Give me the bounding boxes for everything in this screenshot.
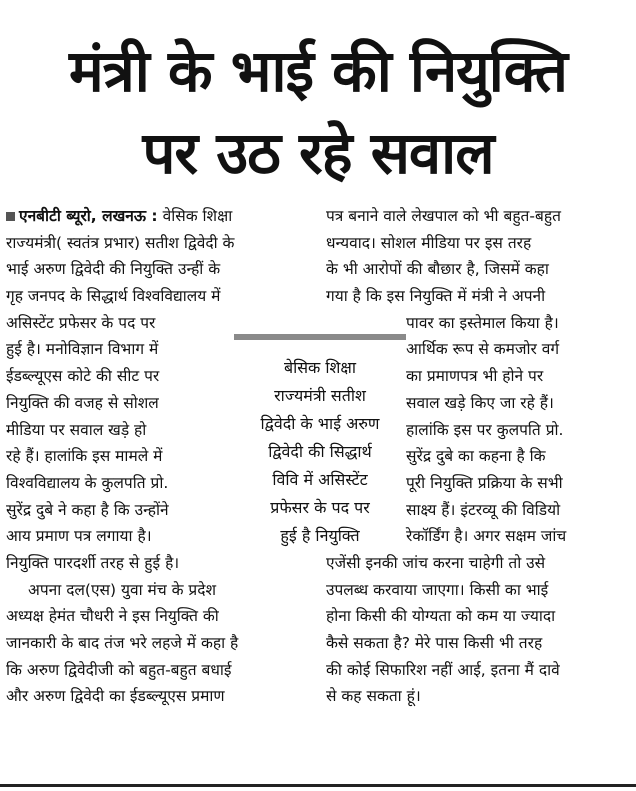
article-line: आय प्रमाण पत्र लगाया है। — [6, 527, 152, 546]
article-line: गृह जनपद के सिद्धार्थ विश्वविद्यालय में — [6, 287, 221, 306]
article-line: अपना दल(एस) युवा मंच के प्रदेश — [28, 580, 217, 599]
pull-quote-line: द्विवेदी के भाई अरुण — [260, 414, 380, 433]
article-line: रहे हैं। हालांकि इस मामले में — [6, 447, 163, 466]
article-line: का प्रमाणपत्र भी होने पर — [406, 367, 544, 386]
article-line: से कह सकता हूं। — [326, 687, 421, 706]
headline — [0, 0, 636, 190]
article-line: ईडब्ल्यूएस कोटे की सीट पर — [6, 367, 160, 386]
pull-quote-line: बेसिक शिक्षा — [283, 358, 357, 377]
headline-line-2: पर उठ रहे सवाल — [142, 119, 494, 187]
article-line: पत्र बनाने वाले लेखपाल को भी बहुत-बहुत — [326, 207, 561, 225]
article-line: रेकॉर्डिंग है। अगर सक्षम जांच — [406, 527, 567, 546]
article-line: उपलब्ध करवाया जाएगा। किसी का भाई — [326, 580, 549, 599]
article-line: एजेंसी इनकी जांच करना चाहेगी तो उसे — [326, 553, 546, 572]
pull-quote-line: प्रफेसर के पद पर — [270, 498, 370, 517]
article-line: हालांकि इस पर कुलपति प्रो. — [406, 420, 564, 439]
bullet-square-icon — [6, 212, 15, 221]
article-line: कि अरुण द्विवेदीजी को बहुत-बहुत बधाई — [6, 660, 232, 679]
article-line: हुई है। मनोविज्ञान विभाग में — [6, 340, 159, 359]
article-line: असिस्टेंट प्रफेसर के पद पर — [6, 313, 156, 332]
article-line: विश्वविद्यालय के कुलपति प्रो. — [6, 473, 169, 492]
article-line: सुरेंद्र दुबे का कहना है कि — [406, 447, 546, 466]
article-line: नियुक्ति की वजह से सोशल — [6, 393, 159, 412]
article-line: जानकारी के बाद तंज भरे लहजे में कहा है — [6, 634, 239, 652]
headline-line-1: मंत्री के भाई की नियुक्ति — [69, 37, 567, 105]
article-line: साक्ष्य हैं। इंटरव्यू की विडियो — [406, 500, 561, 519]
article-line: सवाल खड़े किए जा रहे हैं। — [406, 393, 554, 412]
article-line: सुरेंद्र दुबे ने कहा है कि उन्होंने — [6, 500, 169, 519]
article-line: भाई अरुण द्विवेदी की नियुक्ति उन्हीं के — [6, 260, 221, 279]
pull-quote-line: राज्यमंत्री सतीश — [274, 386, 366, 405]
bottom-rule — [0, 784, 636, 787]
article-line: पावर का इस्तेमाल किया है। — [406, 313, 559, 332]
article-line: अध्यक्ष हेमंत चौधरी ने इस नियुक्ति की — [6, 607, 219, 626]
pull-quote-line: हुई है नियुक्ति — [280, 526, 360, 545]
article-line: की कोई सिफारिश नहीं आई, इतना मैं दावे — [326, 660, 560, 679]
article-line: होना किसी की योग्यता को कम या ज्यादा — [326, 607, 556, 626]
article-line — [6, 203, 306, 230]
pull-quote-line: विवि में असिस्टेंट — [272, 470, 368, 489]
article-line: पूरी नियुक्ति प्रक्रिया के सभी — [406, 473, 563, 492]
article-line: धन्यवाद। सोशल मीडिया पर इस तरह — [326, 233, 532, 252]
article-line: के भी आरोपों की बौछार है, जिसमें कहा — [326, 260, 549, 279]
article-line: मीडिया पर सवाल खड़े हो — [6, 420, 147, 439]
pull-quote-line: द्विवेदी की सिद्धार्थ — [268, 442, 372, 461]
article-text: वेसिक शिक्षा — [162, 207, 233, 225]
article-line: और अरुण द्विवेदी का ईडब्ल्यूएस प्रमाण — [6, 687, 225, 706]
article-line: गया है कि इस नियुक्ति में मंत्री ने अपनी — [326, 287, 546, 306]
article-line: कैसे सकता है? मेरे पास किसी भी तरह — [326, 634, 543, 652]
pull-quote — [234, 334, 406, 576]
article-line: आर्थिक रूप से कमजोर वर्ग — [406, 340, 560, 359]
byline: एनबीटी ब्यूरो, लखनऊ : — [19, 207, 158, 225]
article-line: नियुक्ति पारदर्शी तरह से हुई है। — [6, 553, 180, 572]
article-line: राज्यमंत्री( स्वतंत्र प्रभार) सतीश द्विवेदी के — [6, 233, 235, 252]
